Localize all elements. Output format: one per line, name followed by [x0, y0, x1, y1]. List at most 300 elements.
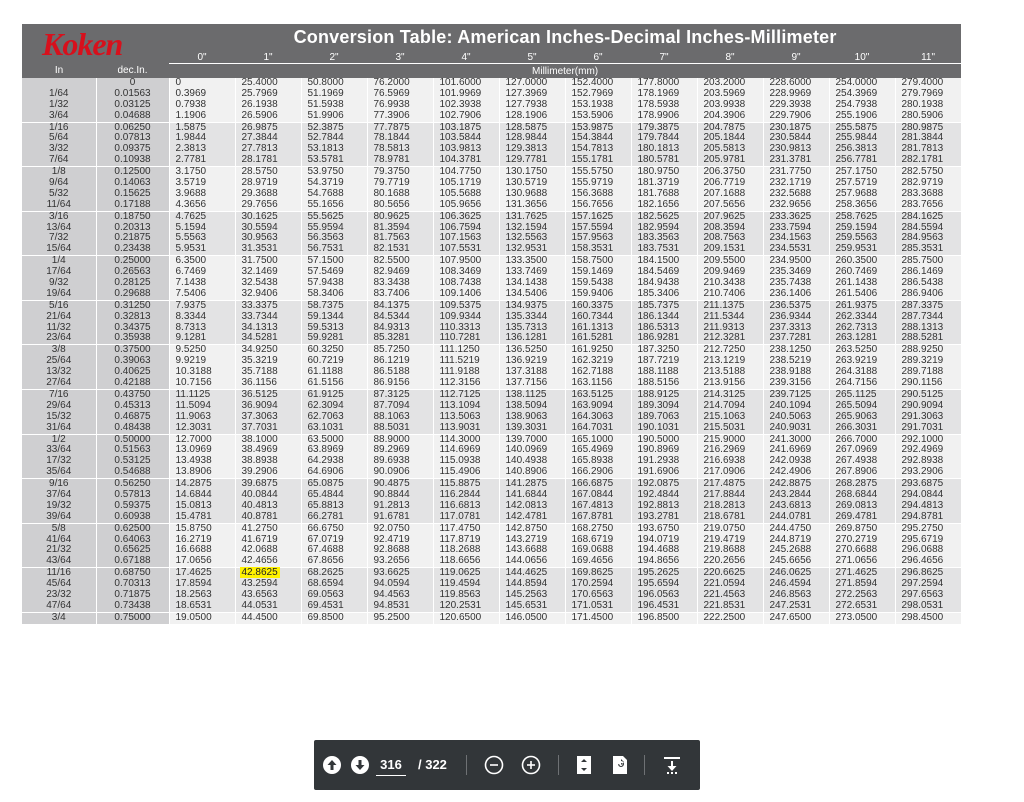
cell-value: 254.7938	[835, 98, 878, 110]
cell-value: 157.5594	[571, 221, 614, 233]
cell-value: 143.2719	[505, 533, 548, 545]
cell-value: 57.5469	[307, 266, 344, 278]
cell-value: 235.3469	[769, 266, 812, 278]
cell-value: 5/32	[49, 187, 69, 199]
cell-value: 13.8906	[175, 466, 212, 478]
cell-value: 134.1438	[505, 277, 548, 289]
mm-cell	[697, 256, 763, 301]
cell-value: 230.9813	[769, 143, 812, 155]
cell-value: 0.29688	[114, 287, 151, 299]
cell-value: 210.7406	[703, 287, 746, 299]
cell-value: 0.07813	[114, 132, 151, 144]
cell-value: 31.7500	[241, 255, 278, 267]
mm-cell	[829, 568, 895, 613]
cell-value: 41.6719	[241, 533, 278, 545]
mm-cell	[631, 78, 697, 122]
mm-cell	[631, 479, 697, 524]
mm-cell	[235, 434, 301, 479]
cell-value: 205.9781	[703, 154, 746, 166]
cell-value: 230.5844	[769, 132, 812, 144]
mm-cell	[433, 479, 499, 524]
mm-cell	[697, 345, 763, 390]
zoom-in-icon	[521, 755, 541, 775]
mm-cell	[301, 256, 367, 301]
cell-value: 29.3688	[241, 187, 278, 199]
mm-cell	[565, 389, 631, 434]
fraction-cell	[22, 211, 96, 256]
cell-value: 269.4781	[835, 510, 878, 522]
mm-cell	[301, 345, 367, 390]
conversion-table	[22, 24, 961, 625]
cell-value: 61.9125	[307, 388, 344, 400]
mm-cell	[631, 389, 697, 434]
cell-value: 294.4813	[901, 499, 944, 511]
download-button[interactable]	[660, 753, 684, 777]
cell-value: 288.5281	[901, 332, 944, 344]
mm-cell	[763, 167, 829, 212]
cell-value: 192.4844	[637, 488, 680, 500]
cell-value: 0.57813	[114, 488, 151, 500]
cell-value: 88.5031	[373, 421, 410, 433]
cell-value: 83.7406	[373, 287, 410, 299]
table-row-group	[22, 256, 961, 301]
cell-value: 111.1250	[439, 344, 480, 356]
cell-value: 266.3031	[835, 421, 878, 433]
cell-value: 41.2750	[241, 522, 278, 534]
cell-value: 190.8969	[637, 444, 680, 456]
cell-value: 120.2531	[439, 599, 482, 611]
cell-value: 43.6563	[241, 588, 278, 600]
decimal-cell	[96, 78, 169, 122]
cell-value: 35.7188	[241, 366, 278, 378]
cell-value: 18.6531	[175, 599, 212, 611]
cell-value: 159.9406	[571, 287, 614, 299]
cell-value: 158.7500	[571, 255, 614, 267]
cell-value: 76.2000	[373, 77, 410, 88]
inch-col-header: 2"	[301, 51, 367, 64]
cell-value: 0.75000	[114, 611, 151, 623]
cell-value: 27.7813	[241, 143, 278, 155]
cell-value: 221.4563	[703, 588, 746, 600]
mm-cell	[763, 256, 829, 301]
cell-value: 90.0906	[373, 466, 410, 478]
mm-cell	[829, 434, 895, 479]
koken-logo: Koken	[42, 26, 123, 62]
cell-value: 34.1313	[241, 321, 278, 333]
cell-value: 129.7781	[505, 154, 548, 166]
cell-value: 234.5531	[769, 243, 812, 255]
cell-value: 281.3844	[901, 132, 944, 144]
cell-value: 113.5063	[439, 410, 481, 422]
cell-value: 188.1188	[637, 366, 679, 378]
cell-value: 158.3531	[571, 243, 614, 255]
cell-value: 104.7750	[439, 166, 482, 178]
cell-value: 26.1938	[241, 98, 278, 110]
mm-cell	[301, 568, 367, 613]
cell-value: 82.9469	[373, 266, 410, 278]
cell-value: 141.2875	[505, 478, 548, 490]
cell-value: 282.9719	[901, 177, 944, 189]
cell-value: 171.4500	[571, 611, 614, 623]
cell-value: 167.8781	[571, 510, 614, 522]
mm-cell	[763, 389, 829, 434]
cell-value: 263.1281	[835, 332, 878, 344]
cell-value: 8.7313	[175, 321, 207, 333]
cell-value: 39/64	[46, 510, 72, 522]
mm-cell	[367, 78, 433, 122]
cell-value: 103.9813	[439, 143, 482, 155]
cell-value: 203.2000	[703, 77, 746, 88]
cell-value: 267.4938	[835, 455, 878, 467]
rotate-page-button[interactable]	[608, 753, 632, 777]
mm-cell	[565, 256, 631, 301]
logo-cell	[22, 24, 169, 64]
cell-value: 296.4656	[901, 555, 944, 567]
cell-value: 292.8938	[901, 455, 944, 467]
cell-value: 261.5406	[835, 287, 878, 299]
fit-page-button[interactable]	[572, 753, 596, 777]
cell-value: 231.7750	[769, 166, 812, 178]
cell-value: 0.48438	[114, 421, 151, 433]
cell-value: 67.8656	[307, 555, 344, 567]
cell-value: 180.9750	[637, 166, 680, 178]
cell-value: 79.3750	[373, 166, 410, 178]
cell-value: 232.5688	[769, 187, 812, 199]
cell-value: 80.9625	[373, 210, 410, 222]
table-row-group	[22, 434, 961, 479]
cell-value: 136.5250	[505, 344, 548, 356]
cell-value: 236.9344	[769, 310, 812, 322]
cell-value: 193.6750	[637, 522, 680, 534]
cell-value: 56.7531	[307, 243, 344, 255]
cell-value: 120.6500	[439, 611, 482, 623]
cell-value: 16.6688	[175, 544, 212, 556]
mm-cell	[169, 345, 235, 390]
cell-value: 284.1625	[901, 210, 944, 222]
cell-value: 154.7813	[571, 143, 614, 155]
cell-value: 203.5969	[703, 87, 746, 99]
cell-value: 47/64	[46, 599, 72, 611]
mm-cell	[565, 167, 631, 212]
cell-value: 9.1281	[175, 332, 207, 344]
cell-value: 270.6688	[835, 544, 878, 556]
cell-value: 25/64	[46, 355, 72, 367]
cell-value: 228.9969	[769, 87, 812, 99]
mm-cell	[763, 211, 829, 256]
cell-value: 213.9156	[703, 377, 746, 389]
cell-value: 43.2594	[241, 578, 278, 590]
cell-value: 268.2875	[835, 478, 878, 490]
mm-cell	[697, 479, 763, 524]
cell-value: 219.0750	[703, 522, 746, 534]
cell-value: 169.8625	[571, 567, 614, 579]
cell-value: 256.7781	[835, 154, 878, 166]
cell-value: 155.5750	[571, 166, 614, 178]
cell-value: 0.18750	[114, 210, 151, 222]
cell-value: 164.7031	[571, 421, 614, 433]
previous-page-button[interactable]	[320, 753, 344, 777]
mm-cell	[697, 167, 763, 212]
cell-value: 17/32	[46, 455, 72, 467]
cell-value: 0.34375	[114, 321, 151, 333]
cell-value: 160.3375	[571, 299, 614, 311]
cell-value: 87.7094	[373, 399, 410, 411]
cell-value: 263.9219	[835, 355, 878, 367]
cell-value: 94.8531	[373, 599, 410, 611]
cell-value: 179.3875	[637, 121, 680, 133]
mm-cell	[301, 167, 367, 212]
cell-value: 156.3688	[571, 187, 614, 199]
cell-value: 106.7594	[439, 221, 482, 233]
cell-value: 207.9625	[703, 210, 746, 222]
mm-cell	[763, 300, 829, 345]
cell-value: 171.0531	[571, 599, 614, 611]
inch-col-header: 0"	[169, 51, 235, 64]
mm-cell	[895, 523, 961, 568]
mm-cell	[763, 434, 829, 479]
cell-value: 104.3781	[439, 154, 482, 166]
inch-col-header: 3"	[367, 51, 433, 64]
decimal-cell	[96, 167, 169, 212]
mm-cell	[763, 78, 829, 122]
cell-value: 161.5281	[571, 332, 614, 344]
cell-value: 43/64	[46, 555, 72, 567]
cell-value: 180.1813	[637, 143, 680, 155]
decimal-cell	[96, 568, 169, 613]
table-title: Conversion Table: American Inches-Decimal Inches-Millimeter	[169, 24, 961, 51]
cell-value: 4.7625	[175, 210, 207, 222]
cell-value: 0.71875	[114, 588, 151, 600]
cell-value: 153.1938	[571, 98, 614, 110]
cell-value: 208.7563	[703, 232, 746, 244]
mm-cell	[433, 345, 499, 390]
cell-value: 280.9875	[901, 121, 944, 133]
cell-value: 134.5406	[505, 287, 548, 299]
cell-value: 207.5656	[703, 198, 746, 210]
cell-value: 166.6875	[571, 478, 614, 490]
mm-cell	[829, 167, 895, 212]
table-row-group	[22, 78, 961, 122]
cell-value: 3.5719	[175, 177, 207, 189]
cell-value: 156.7656	[571, 198, 614, 210]
cell-value: 247.6500	[769, 611, 812, 623]
cell-value: 80.5656	[373, 198, 410, 210]
cell-value: 36.5125	[241, 388, 278, 400]
cell-value: 15.0813	[175, 499, 212, 511]
cell-value: 101.6000	[439, 77, 482, 88]
inch-col-header: 5"	[499, 51, 565, 64]
cell-value: 109.1406	[439, 287, 482, 299]
cell-value: 110.7281	[439, 332, 481, 344]
mm-cell	[367, 256, 433, 301]
cell-value: 5/16	[49, 299, 69, 311]
cell-value: 1.9844	[175, 132, 207, 144]
mm-cell	[301, 300, 367, 345]
cell-value: 152.7969	[571, 87, 614, 99]
cell-value: 0.45313	[114, 399, 151, 411]
mm-cell	[829, 345, 895, 390]
cell-value: 69.4531	[307, 599, 344, 611]
mm-cell	[697, 523, 763, 568]
mm-cell	[697, 434, 763, 479]
cell-value: 168.6719	[571, 533, 614, 545]
cell-value: 12.7000	[175, 433, 212, 445]
mm-cell	[499, 167, 565, 212]
cell-value: 181.7688	[637, 187, 680, 199]
cell-value: 0.50000	[114, 433, 151, 445]
cell-value: 293.2906	[901, 466, 944, 478]
cell-value: 117.4750	[439, 522, 481, 534]
cell-value: 155.9719	[571, 177, 614, 189]
cell-value: 188.9125	[637, 388, 680, 400]
cell-value: 216.2969	[703, 444, 746, 456]
cell-value: 255.1906	[835, 109, 878, 121]
cell-value: 2.7781	[175, 154, 207, 166]
inch-col-header: 4"	[433, 51, 499, 64]
cell-value: 69.0563	[307, 588, 344, 600]
mm-cell	[235, 345, 301, 390]
inch-col-header: 10"	[829, 51, 895, 64]
cell-value: 30.9563	[241, 232, 278, 244]
cell-value: 76.5969	[373, 87, 410, 99]
cell-value: 194.8656	[637, 555, 680, 567]
cell-value: 146.0500	[505, 611, 548, 623]
cell-value: 266.7000	[835, 433, 878, 445]
mm-cell	[367, 345, 433, 390]
cell-value: 50.8000	[307, 77, 344, 88]
cell-value: 166.2906	[571, 466, 614, 478]
cell-value: 7/16	[49, 388, 69, 400]
cell-value: 3/32	[49, 143, 69, 155]
cell-value: 57.9438	[307, 277, 344, 289]
mm-cell	[565, 612, 631, 624]
cell-value: 273.0500	[835, 611, 878, 623]
cell-value: 35/64	[46, 466, 72, 478]
cell-value: 132.1594	[505, 221, 548, 233]
mm-cell	[433, 256, 499, 301]
cell-value: 179.7844	[637, 132, 680, 144]
cell-value: 35.3219	[241, 355, 278, 367]
mm-cell	[169, 612, 235, 624]
cell-value: 42.4656	[241, 555, 278, 567]
zoom-in-button[interactable]	[519, 753, 543, 777]
cell-value: 234.1563	[769, 232, 812, 244]
table-row-group	[22, 389, 961, 434]
cell-value: 233.7594	[769, 221, 812, 233]
mm-cell	[367, 568, 433, 613]
cell-value: 138.9063	[505, 410, 548, 422]
cell-value: 59.5313	[307, 321, 344, 333]
cell-value: 194.4688	[637, 544, 680, 556]
page-number-input[interactable]: 316	[376, 755, 406, 776]
cell-value: 80.1688	[373, 187, 410, 199]
cell-value: 138.5094	[505, 399, 548, 411]
cell-value: 10.7156	[175, 377, 212, 389]
cell-value: 294.0844	[901, 488, 944, 500]
mm-cell	[235, 122, 301, 167]
fraction-cell	[22, 389, 96, 434]
cell-value: 265.5094	[835, 399, 878, 411]
cell-value: 271.0656	[835, 555, 878, 567]
mm-cell	[433, 612, 499, 624]
cell-value: 32.5438	[241, 277, 278, 289]
mm-cell	[235, 256, 301, 301]
cell-value: 213.1219	[703, 355, 746, 367]
decimal-cell	[96, 300, 169, 345]
mm-cell	[499, 568, 565, 613]
fraction-cell	[22, 568, 96, 613]
cell-value: 229.7906	[769, 109, 812, 121]
cell-value: 189.3094	[637, 399, 680, 411]
cell-value: 181.3719	[637, 177, 680, 189]
cell-value: 1/4	[51, 255, 66, 267]
cell-value: 187.3250	[637, 344, 680, 356]
next-page-button[interactable]	[348, 753, 372, 777]
cell-value: 13.4938	[175, 455, 212, 467]
cell-value: 118.2688	[439, 544, 481, 556]
cell-value: 93.6625	[373, 567, 410, 579]
toolbar-separator	[644, 755, 645, 775]
mm-cell	[631, 256, 697, 301]
mm-cell	[763, 122, 829, 167]
cell-value: 58.3406	[307, 287, 344, 299]
zoom-out-button[interactable]	[482, 753, 506, 777]
cell-value: 190.5000	[637, 433, 680, 445]
decimal-cell	[96, 434, 169, 479]
cell-value: 51.5938	[307, 98, 344, 110]
cell-value: 115.4906	[439, 466, 481, 478]
cell-value: 268.6844	[835, 488, 878, 500]
cell-value: 204.7875	[703, 121, 746, 133]
cell-value: 1/32	[49, 98, 69, 110]
cell-value: 1/16	[49, 121, 69, 133]
mm-cell	[367, 434, 433, 479]
cell-value: 14.6844	[175, 488, 212, 500]
cell-value: 0.68750	[114, 567, 151, 579]
cell-value: 28.9719	[241, 177, 278, 189]
mm-cell	[697, 612, 763, 624]
cell-value: 113.9031	[439, 421, 481, 433]
cell-value: 271.4625	[835, 567, 878, 579]
cell-value: 78.9781	[373, 154, 410, 166]
fraction-cell	[22, 612, 96, 624]
cell-value: 243.6813	[769, 499, 812, 511]
cell-value: 293.6875	[901, 478, 944, 490]
cell-value: 163.9094	[571, 399, 614, 411]
cell-value: 62.3094	[307, 399, 344, 411]
cell-value: 241.6969	[769, 444, 812, 456]
inch-col-header: 11"	[895, 51, 961, 64]
mm-cell	[499, 389, 565, 434]
cell-value: 236.1406	[769, 287, 812, 299]
cell-value: 280.1938	[901, 98, 944, 110]
cell-value: 25.7969	[241, 87, 278, 99]
cell-value: 214.3125	[703, 388, 746, 400]
cell-value: 244.8719	[769, 533, 812, 545]
cell-value: 89.6938	[373, 455, 410, 467]
cell-value: 107.1563	[439, 232, 482, 244]
mm-cell	[697, 568, 763, 613]
cell-value: 257.1750	[835, 166, 878, 178]
cell-value: 84.5344	[373, 310, 410, 322]
cell-value: 194.0719	[637, 533, 680, 545]
cell-value: 215.5031	[703, 421, 746, 433]
cell-value: 242.4906	[769, 466, 812, 478]
cell-value: 180.5781	[637, 154, 680, 166]
cell-value: 240.1094	[769, 399, 812, 411]
cell-value: 13/32	[46, 366, 72, 378]
cell-value: 108.7438	[439, 277, 482, 289]
